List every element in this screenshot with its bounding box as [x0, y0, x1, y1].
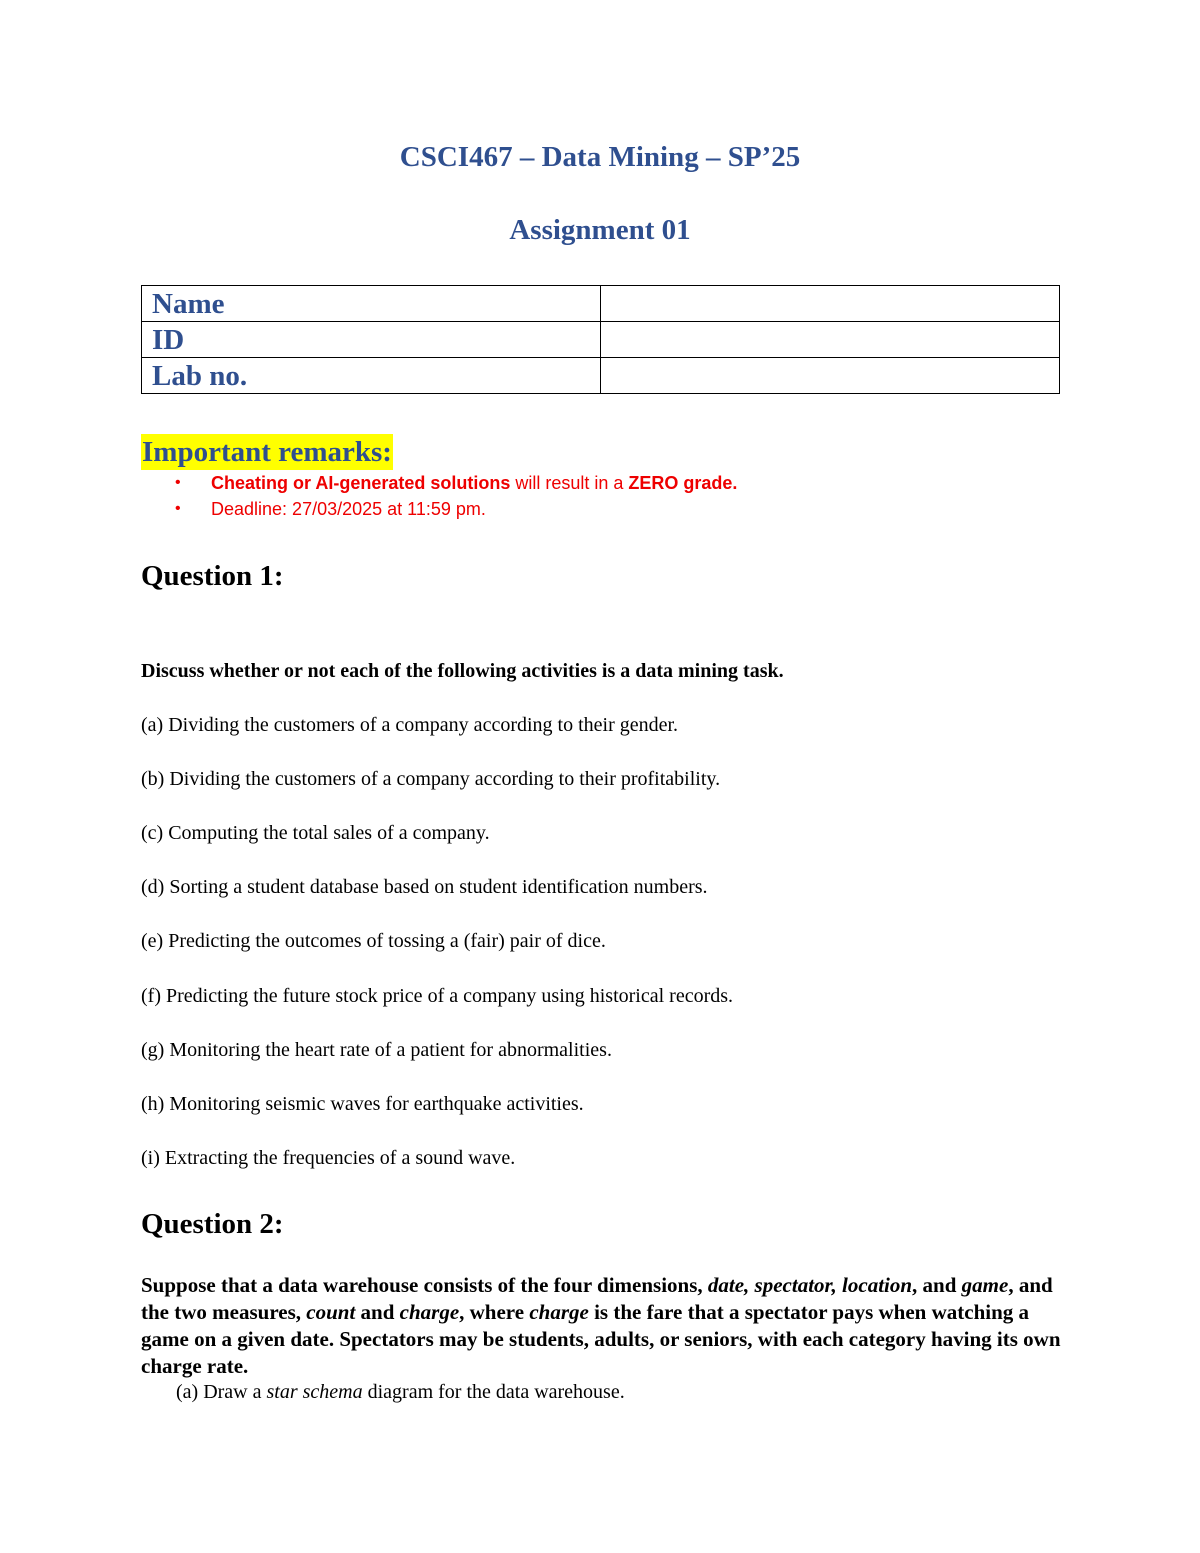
list-item [141, 496, 737, 522]
q2-text-part: , and the two measures, [141, 1273, 1053, 1324]
q2-text-part: is the fare that a spectator pays when watching a game on a given date. Spectators may be students, adults, or seniors, with each category having its own charge rate. [141, 1300, 1061, 1378]
question-2-heading: Question 2: [141, 1208, 284, 1240]
q2-charge-ref: charge [529, 1300, 589, 1324]
lab-no-label: Lab no. [142, 358, 601, 394]
question-1-item-f: (f) Predicting the future stock price of a company using historical records. [141, 985, 734, 1007]
question-2-text [141, 1272, 1066, 1380]
question-1-item-h: (h) Monitoring seismic waves for earthquake activities. [141, 1093, 584, 1115]
q2-sub-a-suffix: diagram for the data warehouse. [362, 1381, 625, 1403]
q2-text-part: Suppose that a data warehouse consists of the four dimensions, [141, 1273, 708, 1297]
list-item [141, 470, 737, 496]
question-1-item-g: (g) Monitoring the heart rate of a patient for abnormalities. [141, 1039, 612, 1061]
assignment-title: Assignment 01 [509, 214, 691, 246]
course-title: CSCI467 – Data Mining – SP’25 [399, 141, 801, 173]
name-label: Name [142, 286, 601, 322]
question-1-item-e: (e) Predicting the outcomes of tossing a (fair) pair of dice. [141, 930, 606, 952]
q2-text-part: , where [459, 1300, 530, 1324]
table-row [142, 322, 1060, 358]
student-info-table [141, 285, 1060, 394]
q2-sub-a-prefix: (a) Draw a [176, 1381, 267, 1403]
question-1-item-b: (b) Dividing the customers of a company according to their profitability. [141, 768, 721, 790]
q2-dimensions: date, spectator, location [707, 1273, 913, 1297]
q2-dimension-game: game [961, 1273, 1009, 1297]
bullet-icon: • [175, 474, 181, 491]
id-field[interactable] [601, 322, 1060, 358]
name-field[interactable] [601, 286, 1060, 322]
q2-sub-a-italic: star schema [266, 1381, 363, 1403]
question-1-heading: Question 1: [141, 560, 284, 592]
cheating-warning-mid: will result in a [510, 473, 629, 493]
lab-no-field[interactable] [601, 358, 1060, 394]
question-1-item-i: (i) Extracting the frequencies of a sound wave. [141, 1147, 516, 1169]
zero-grade-text: ZERO grade. [628, 473, 738, 493]
deadline-text: Deadline: 27/03/2025 at 11:59 pm. [211, 499, 486, 519]
bullet-icon: • [175, 500, 181, 517]
q2-text-part: and [355, 1300, 400, 1324]
q2-text-part: , and [912, 1273, 962, 1297]
remarks-heading: Important remarks: [142, 436, 392, 468]
remarks-list [141, 470, 737, 522]
table-row [142, 286, 1060, 322]
question-1-item-c: (c) Computing the total sales of a company. [141, 822, 490, 844]
table-row [142, 358, 1060, 394]
q2-measure-count: count [306, 1300, 356, 1324]
id-label: ID [142, 322, 601, 358]
question-1-prompt: Discuss whether or not each of the following activities is a data mining task. [141, 660, 784, 682]
question-1-item-d: (d) Sorting a student database based on student identification numbers. [141, 876, 708, 898]
q2-measure-charge: charge [399, 1300, 460, 1324]
cheating-warning: Cheating or AI-generated solutions [211, 473, 511, 493]
question-1-item-a: (a) Dividing the customers of a company according to their gender. [141, 714, 679, 736]
question-2-item-a [176, 1381, 625, 1404]
